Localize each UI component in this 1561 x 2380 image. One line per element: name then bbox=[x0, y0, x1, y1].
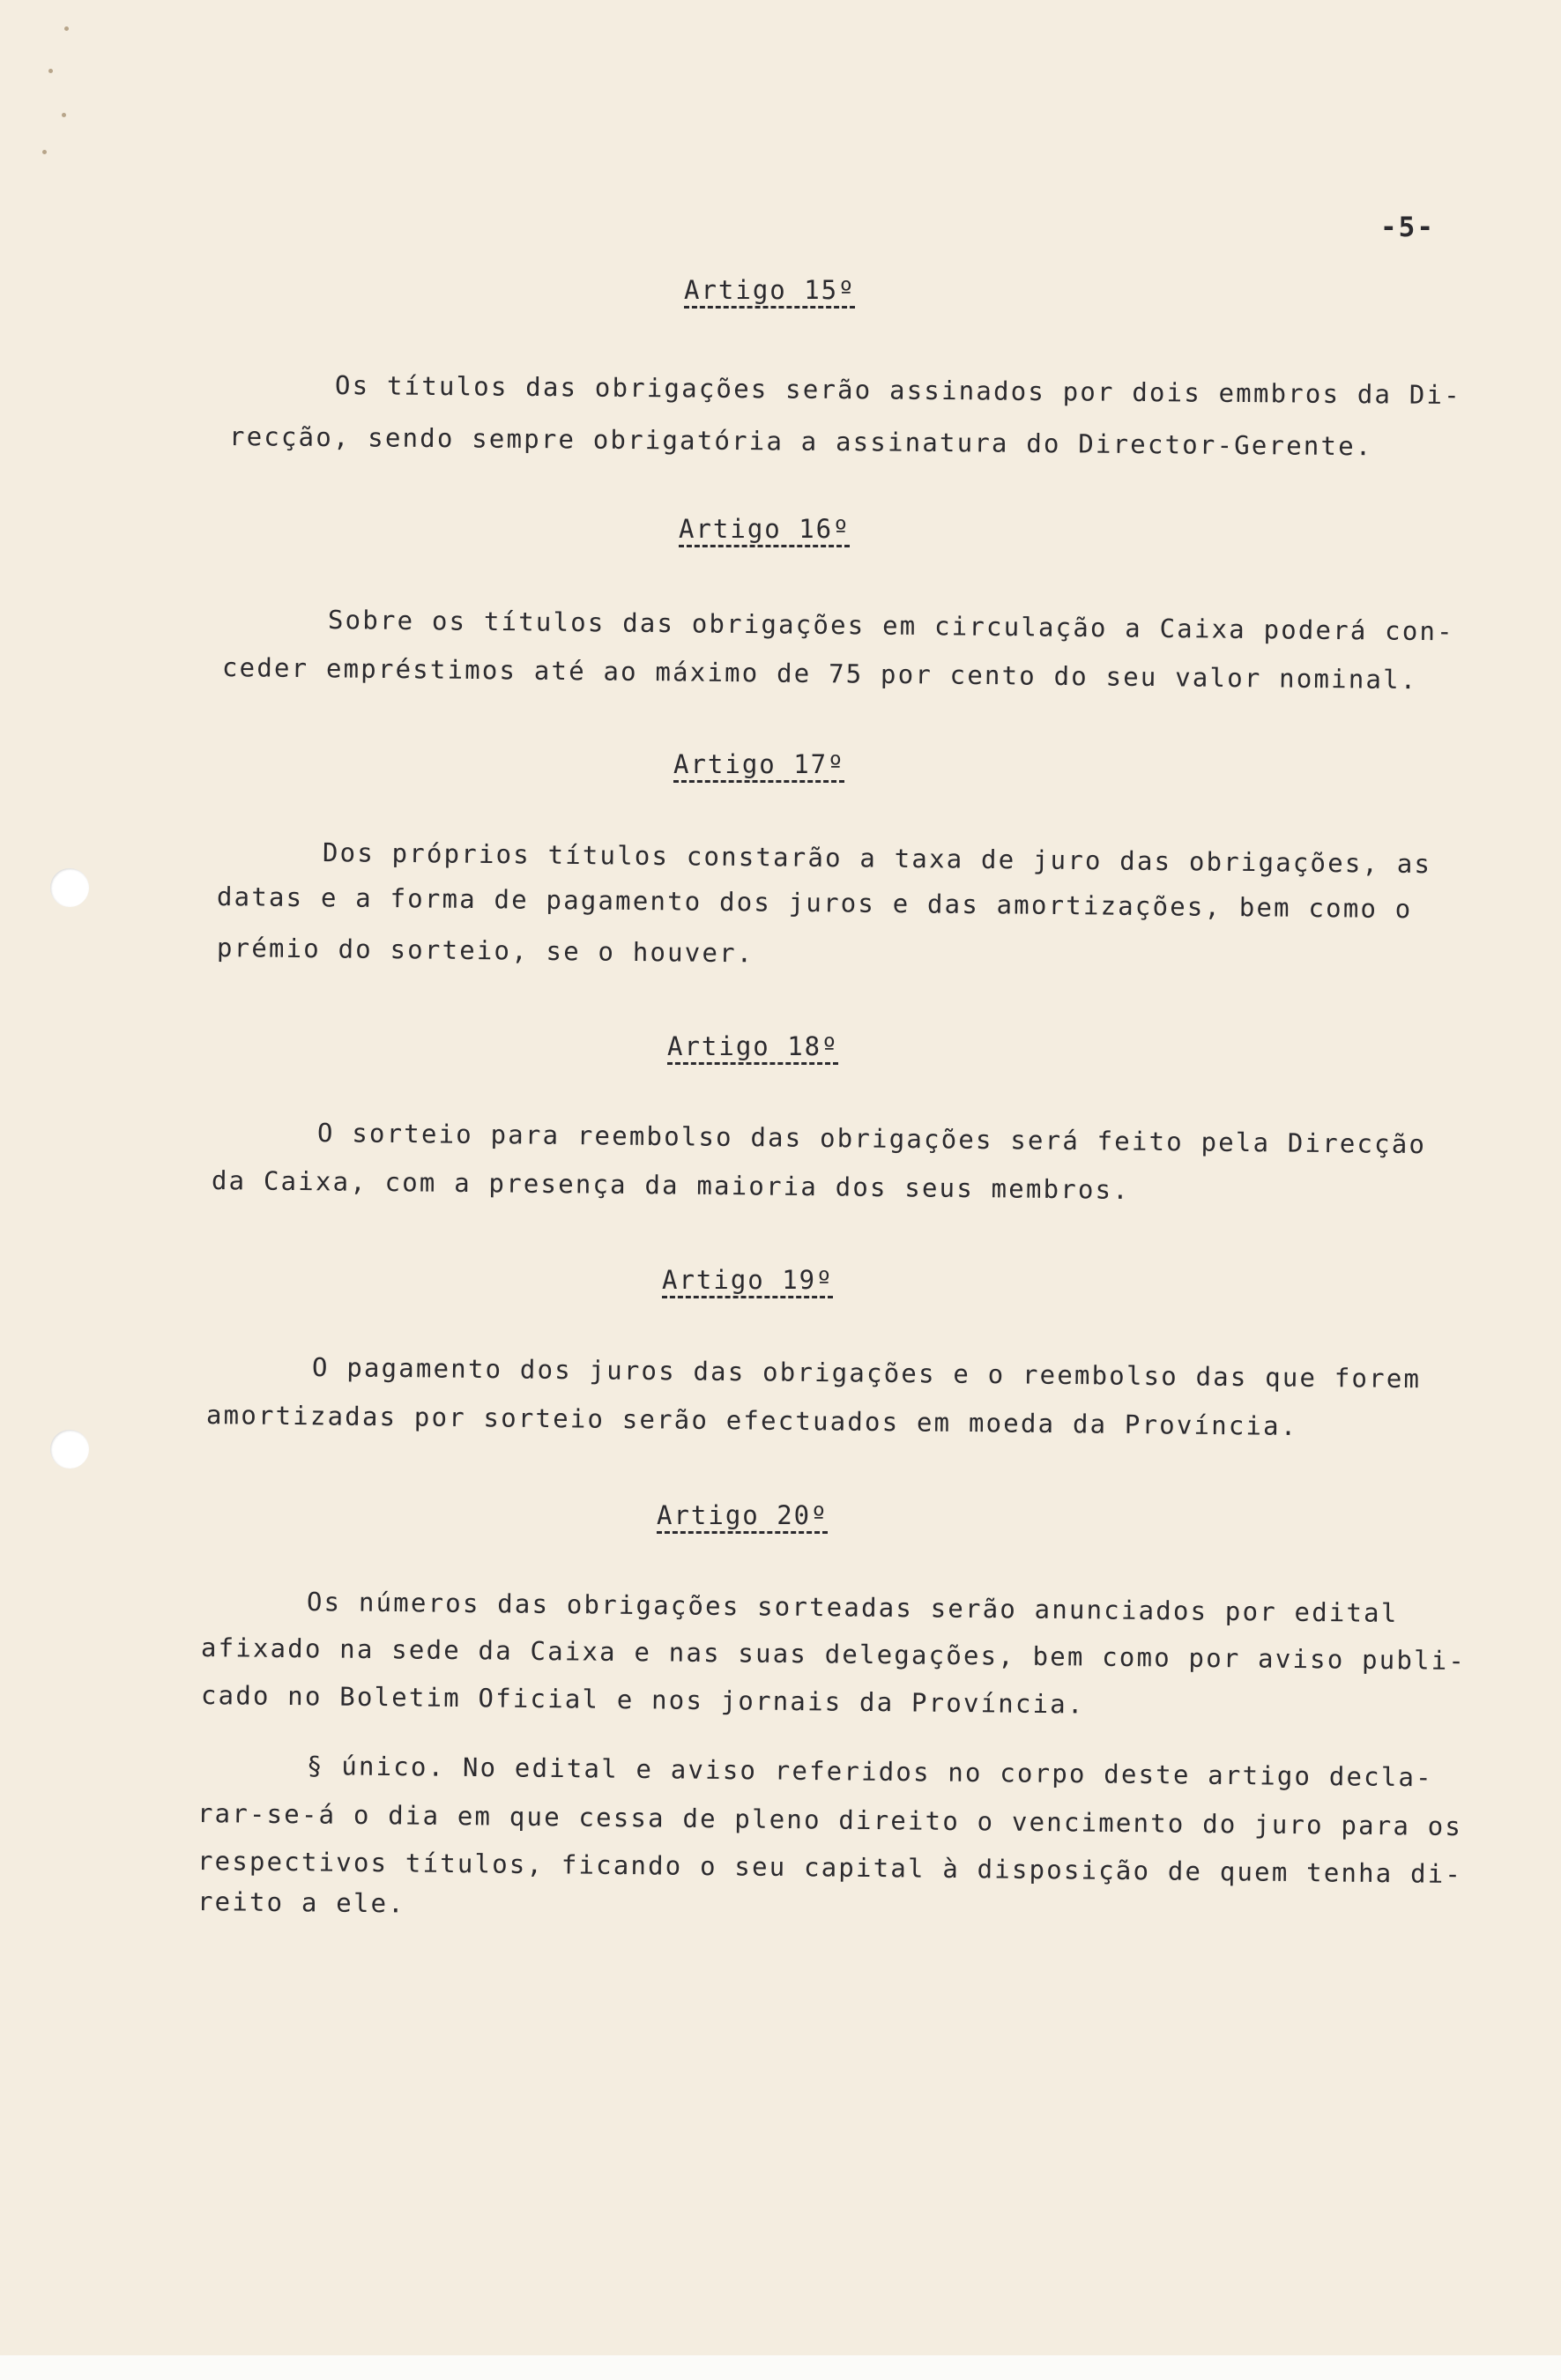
article-15-line-2: recção, sendo sempre obrigatória a assinatura do Director-Gerente. bbox=[228, 421, 1373, 462]
article-16-line-1: Sobre os títulos das obrigações em circulação a Caixa poderá con- bbox=[327, 605, 1454, 647]
article-18-line-1: O sorteio para reembolso das obrigações será feito pela Direcção bbox=[316, 1118, 1427, 1160]
paper-speck bbox=[48, 69, 53, 73]
article-17-heading: Artigo 17º bbox=[673, 749, 845, 779]
article-17-line-1: Dos próprios títulos constarão a taxa de juro das obrigações, as bbox=[322, 837, 1432, 880]
paper-speck bbox=[62, 113, 66, 117]
article-20-line-5: rar-se-á o dia em que cessa de pleno direito o vencimento do juro para os bbox=[197, 1798, 1463, 1842]
article-18-heading: Artigo 18º bbox=[667, 1031, 839, 1061]
paper-speck bbox=[64, 26, 69, 31]
article-20-line-2: afixado na sede da Caixa e nas suas delegações, bem como por aviso publi- bbox=[200, 1633, 1467, 1677]
article-18-line-2: da Caixa, com a presença da maioria dos seus membros. bbox=[211, 1165, 1131, 1205]
article-15-heading: Artigo 15º bbox=[684, 275, 856, 305]
article-20-line-4: § único. No edital e aviso referidos no corpo deste artigo decla- bbox=[306, 1751, 1433, 1793]
article-20-heading: Artigo 20º bbox=[657, 1500, 829, 1530]
paper-speck bbox=[42, 150, 47, 154]
article-20-line-3: cado no Boletim Oficial e nos jornais da Província. bbox=[200, 1680, 1085, 1720]
article-16-line-2: ceder empréstimos até ao máximo de 75 por cento do seu valor nominal. bbox=[221, 652, 1418, 695]
punch-hole-top bbox=[50, 868, 89, 907]
article-15-line-1: Os títulos das obrigações serão assinados por dois emmbros da Di- bbox=[334, 370, 1461, 411]
page-number: -5- bbox=[1380, 212, 1435, 243]
article-19-line-2: amortizadas por sorteio serão efectuados em moeda da Província. bbox=[205, 1400, 1298, 1441]
article-17-line-2: datas e a forma de pagamento dos juros e das amortizações, bem como o bbox=[216, 881, 1413, 925]
article-20-line-6: respectivos títulos, ficando o seu capital à disposição de quem tenha di- bbox=[197, 1846, 1463, 1890]
punch-hole-bottom bbox=[50, 1430, 89, 1469]
article-19-heading: Artigo 19º bbox=[662, 1265, 834, 1295]
article-20-line-1: Os números das obrigações sorteadas serão anunciados por edital bbox=[306, 1587, 1399, 1628]
article-17-line-3: prémio do sorteio, se o houver. bbox=[216, 933, 754, 969]
article-20-line-7: reito a ele. bbox=[197, 1886, 406, 1919]
scan-margin bbox=[0, 2355, 1561, 2380]
article-19-line-1: O pagamento dos juros das obrigações e o reembolso das que forem bbox=[311, 1352, 1422, 1395]
article-16-heading: Artigo 16º bbox=[679, 514, 851, 544]
